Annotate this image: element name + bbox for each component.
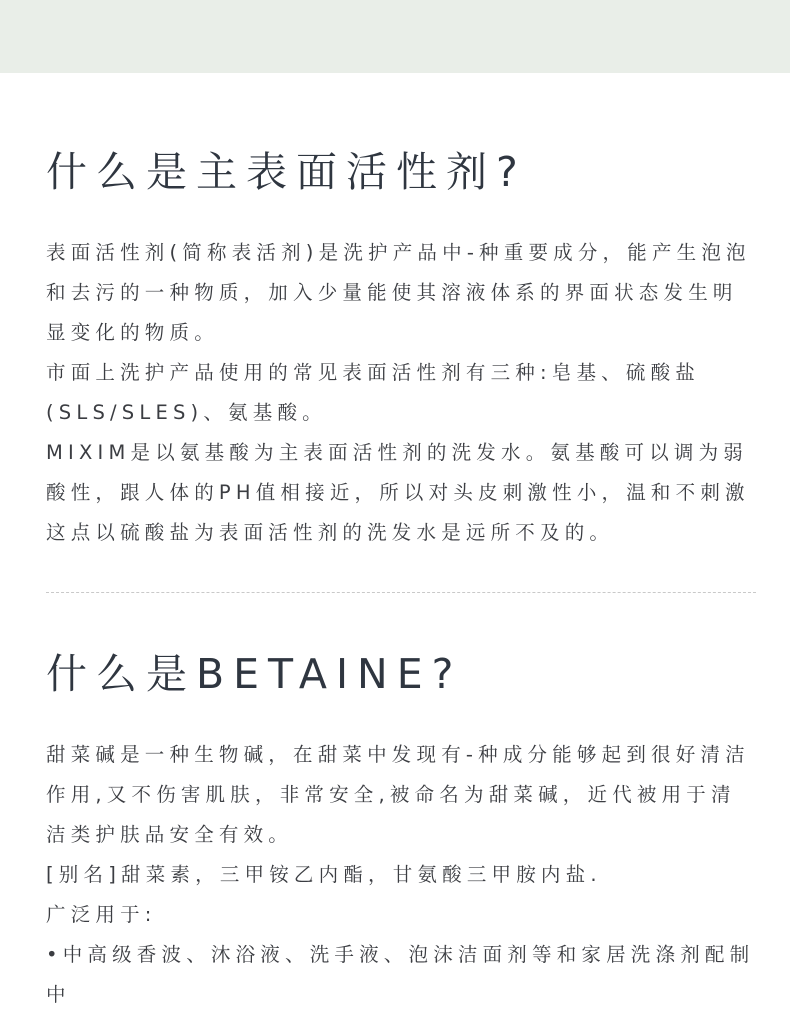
paragraph: 市面上洗护产品使用的常见表面活性剂有三种:皂基、硫酸盐(SLS/SLES)、氨基酸。 (46, 361, 700, 424)
section-body-surfactant (46, 233, 758, 553)
top-banner-band (0, 0, 790, 73)
paragraph: 表面活性剂(简称表活剂)是洗护产品中-种重要成分，能产生泡泡和去污的一种物质，加入少量能使其溶液体系的界面状态发生明显变化的物质。 (46, 241, 751, 344)
list-item: •中高级香波、沐浴液、洗手液、泡沫洁面剂等和家居洗涤剂配制中 (46, 943, 755, 1006)
paragraph: 甜菜碱是一种生物碱，在甜菜中发现有-种成分能够起到很好清洁作用,又不伤害肌肤，非常安全,被命名为甜菜碱，近代被用于清洁类护肤品安全有效。 (46, 743, 750, 846)
paragraph: MIXIM是以氨基酸为主表面活性剂的洗发水。氨基酸可以调为弱酸性，跟人体的PH值相接近，所以对头皮刺激性小，温和不刺激这点以硫酸盐为表面活性剂的洗发水是远所不及的。 (46, 441, 750, 544)
section-title-surfactant: 什么是主表面活性剂? (46, 148, 527, 196)
paragraph: [别名]甜菜素，三甲铵乙内酯，甘氨酸三甲胺内盐. (46, 863, 602, 886)
section-divider (46, 592, 756, 593)
paragraph: 广泛用于: (46, 903, 157, 926)
section-body-betaine (46, 735, 758, 1015)
section-title-betaine: 什么是BETAINE? (46, 650, 463, 698)
